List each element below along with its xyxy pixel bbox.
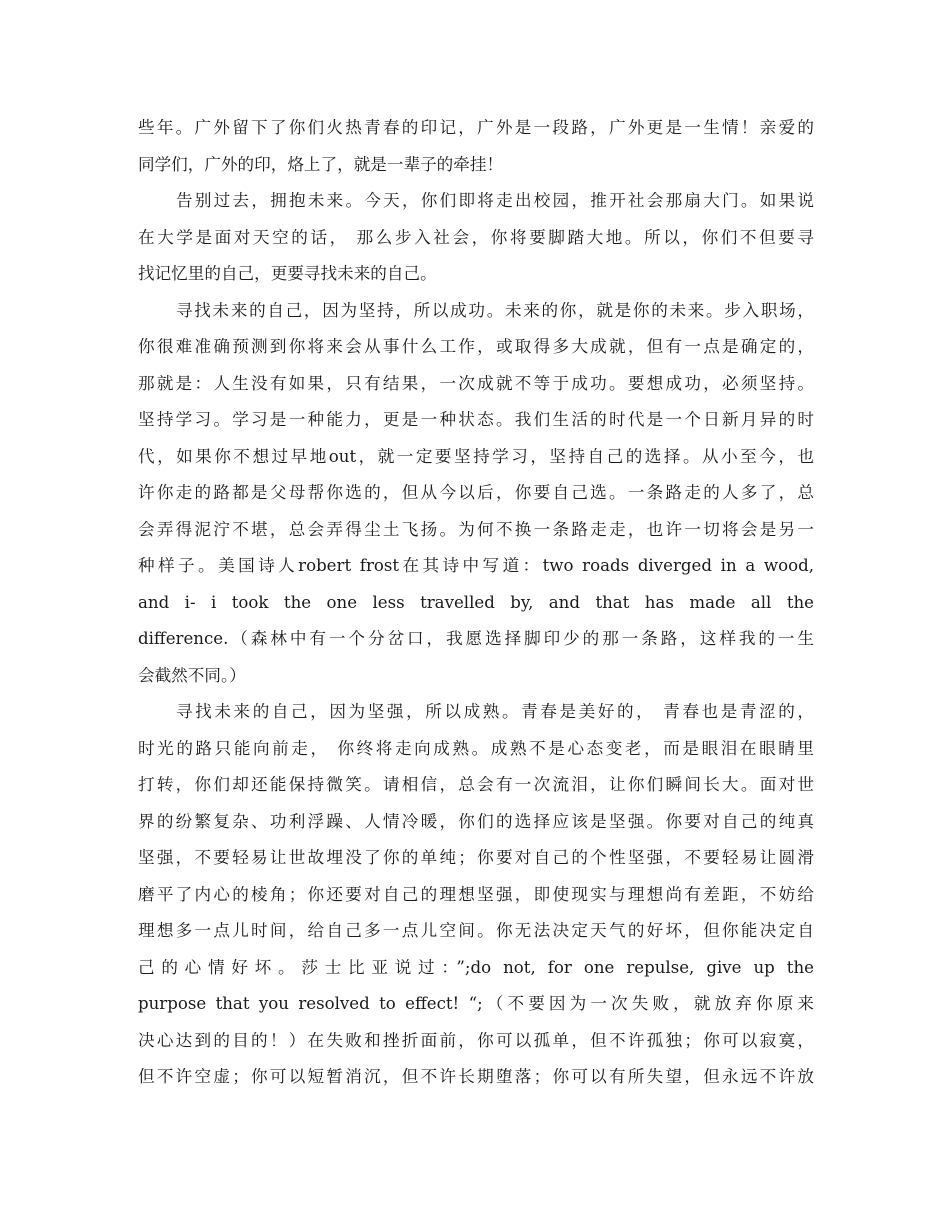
text-line: 种样子。美国诗人robert frost在其诗中写道：two roads diverged in a wood, [138,556,814,575]
text-line: difference.（森林中有一个分岔口，我愿选择脚印少的那一条路，这样我的一生 [138,629,814,648]
text-line: 代，如果你不想过早地out，就一定要坚持学习，坚持自己的选择。从小至今，也 [138,447,814,466]
text-line: 你很难准确预测到你将来会从事什么工作，或取得多大成就，但有一点是确定的， [138,337,814,356]
text-line: 理想多一点儿时间，给自己多一点儿空间。你无法决定天气的好坏，但你能决定自 [138,921,814,940]
text-line: 坚强，不要轻易让世故埋没了你的单纯；你要对自己的个性坚强，不要轻易让圆滑 [138,848,814,867]
text-line: 但不许空虚；你可以短暂消沉，但不许长期堕落；你可以有所失望，但永远不许放 [138,1067,814,1086]
text-line: 在大学是面对天空的话， 那么步入社会，你将要脚踏大地。所以，你们不但要寻 [138,228,814,247]
text-line: 磨平了内心的棱角；你还要对自己的理想坚强，即使现实与理想尚有差距，不妨给 [138,885,814,904]
text-line: 同学们，广外的印，烙上了，就是一辈子的牵挂！ [138,155,504,174]
text-line: 会弄得泥泞不堪，总会弄得尘土飞扬。为何不换一条路走走，也许一切将会是另一 [138,520,814,539]
text-line: 会截然不同。） [138,666,246,685]
text-line: and i- i took the one less travelled by, and that has made all the [138,593,814,612]
text-line: 些年。广外留下了你们火热青春的印记，广外是一段路，广外更是一生情！亲爱的 [138,118,814,137]
text-line: 打转，你们却还能保持微笑。请相信，总会有一次流泪，让你们瞬间长大。面对世 [138,775,814,794]
text-line: 己的心情好坏。莎士比亚说过：”;do not, for one repulse, give up the [138,958,814,977]
text-line: purpose that you resolved to effect! “;（不要因为一次失败，就放弃你原来 [138,994,814,1013]
text-line: 界的纷繁复杂、功利浮躁、人情冷暖，你们的选择应该是坚强。你要对自己的纯真 [138,812,814,831]
text-line: 那就是：人生没有如果，只有结果，一次成就不等于成功。要想成功，必须坚持。 [138,374,814,393]
text-line: 坚持学习。学习是一种能力，更是一种状态。我们生活的时代是一个日新月异的时 [138,410,814,429]
text-line: 许你走的路都是父母帮你选的，但从今以后，你要自己选。一条路走的人多了，总 [138,483,814,502]
paragraph-start-line: 寻找未来的自己，因为坚持，所以成功。未来的你，就是你的未来。步入职场， [176,301,814,320]
text-line: 找记忆里的自己，更要寻找未来的自己。 [138,264,437,283]
text-line: 时光的路只能向前走， 你终将走向成熟。成熟不是心态变老，而是眼泪在眼睛里 [138,739,814,758]
text-line: 决心达到的目的！）在失败和挫折面前，你可以孤单，但不许孤独；你可以寂寞， [138,1031,814,1050]
paragraph-start-line: 告别过去，拥抱未来。今天，你们即将走出校园，推开社会那扇大门。如果说 [176,191,814,210]
paragraph-start-line: 寻找未来的自己，因为坚强，所以成熟。青春是美好的， 青春也是青涩的， [176,702,814,721]
